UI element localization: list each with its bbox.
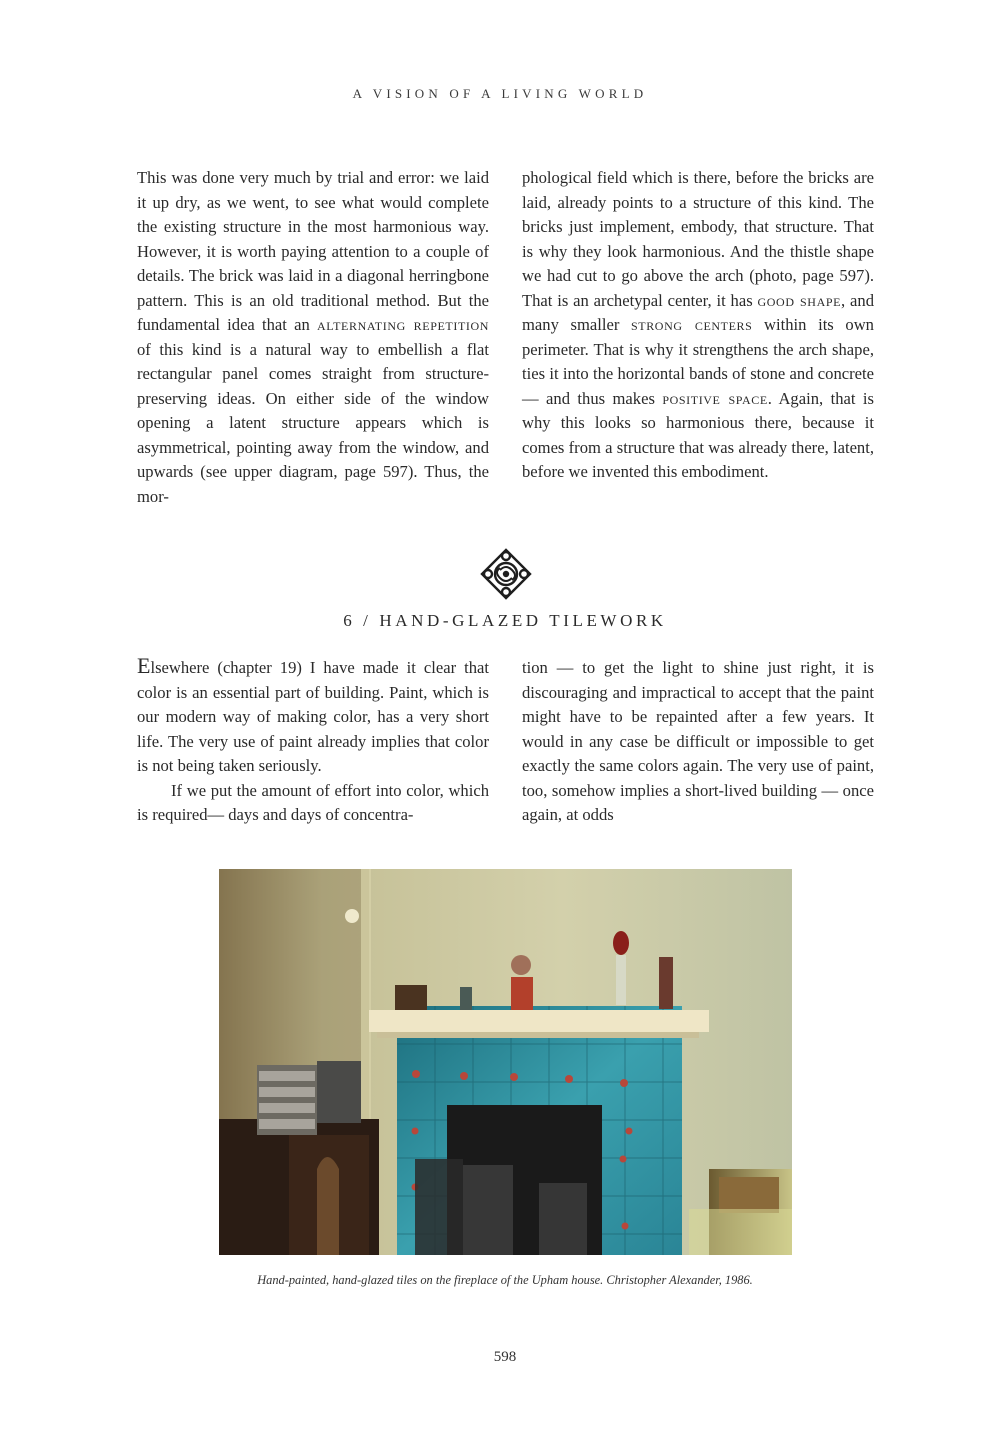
pattern-term: positive space: [662, 388, 768, 408]
body-column-lower-left: [137, 653, 489, 828]
page-number: 598: [493, 1349, 517, 1365]
celtic-knot-ornament-icon: [480, 548, 532, 600]
pattern-term: good shape: [757, 290, 842, 310]
running-head: A VISION OF A LIVING WORLD: [352, 86, 648, 101]
pattern-term: strong centers: [631, 315, 753, 334]
body-column-lower-right: [522, 656, 874, 828]
text-run: within its own perimeter. That is why it strengthens the arch shape, ties it into the horizontal bands of stone and concrete — and thus makes: [522, 315, 874, 408]
body-column-upper-left: [137, 166, 489, 509]
text-run: lsewhere (chapter 19) I have made it clear that color is an essential part of building. Paint, which is our modern way of making color, has a very short life. The very use of paint already implies that color is not being taken seriously.: [137, 658, 489, 775]
paragraph: If we put the amount of effort into color, which is required— days and days of concentra-: [137, 780, 489, 824]
text-run: . Again, that is why this looks so harmonious there, because it comes from a structure that was already there, latent, before we invented this embodiment.: [522, 388, 874, 481]
fireplace-photo: [219, 869, 792, 1255]
paragraph: [137, 166, 489, 509]
text-run: , and many smaller: [522, 290, 874, 334]
drop-cap: E: [137, 653, 151, 678]
figure-caption: Hand-painted, hand-glazed tiles on the fireplace of the Upham house. Christopher Alexander, 1986.: [257, 1273, 753, 1287]
text-run: of this kind is a natural way to embellish a flat rectangular panel comes straight from structure-preserving ideas. On either side of the window opening a latent structure appears which is asymmetrical, pointing away from the window, and upwards (see upper diagram, page 597). Thus, the mor-: [137, 339, 489, 506]
paragraph: [522, 166, 874, 485]
section-title: 6 / HAND-GLAZED TILEWORK: [343, 611, 667, 630]
paragraph: [137, 653, 489, 779]
text-run: phological field which is there, before the bricks are laid, already points to a structure of this kind. The bricks just implement, embody, that structure. That is why they look harmonious. And the thistle shape we had cut to go above the arch (photo, page 597). That is an archetypal center, it has: [522, 168, 874, 310]
paragraph: tion — to get the light to shine just right, it is discouraging and impractical to accept that the paint might have to be repainted after a few years. It would in any case be difficult or impossible to get exactly the same colors again. The very use of paint, too, somehow implies a short-lived building — once again, at odds: [522, 658, 874, 824]
text-run: This was done very much by trial and error: we laid it up dry, as we went, to see what would complete the existing structure in the most harmonious way. However, it is worth paying attention to a couple of details. The brick was laid in a diagonal herringbone pattern. This is an old traditional method. But the fundamental idea that an: [137, 168, 489, 334]
pattern-term: alternating repetition: [317, 315, 489, 334]
body-column-upper-right: [522, 166, 874, 485]
